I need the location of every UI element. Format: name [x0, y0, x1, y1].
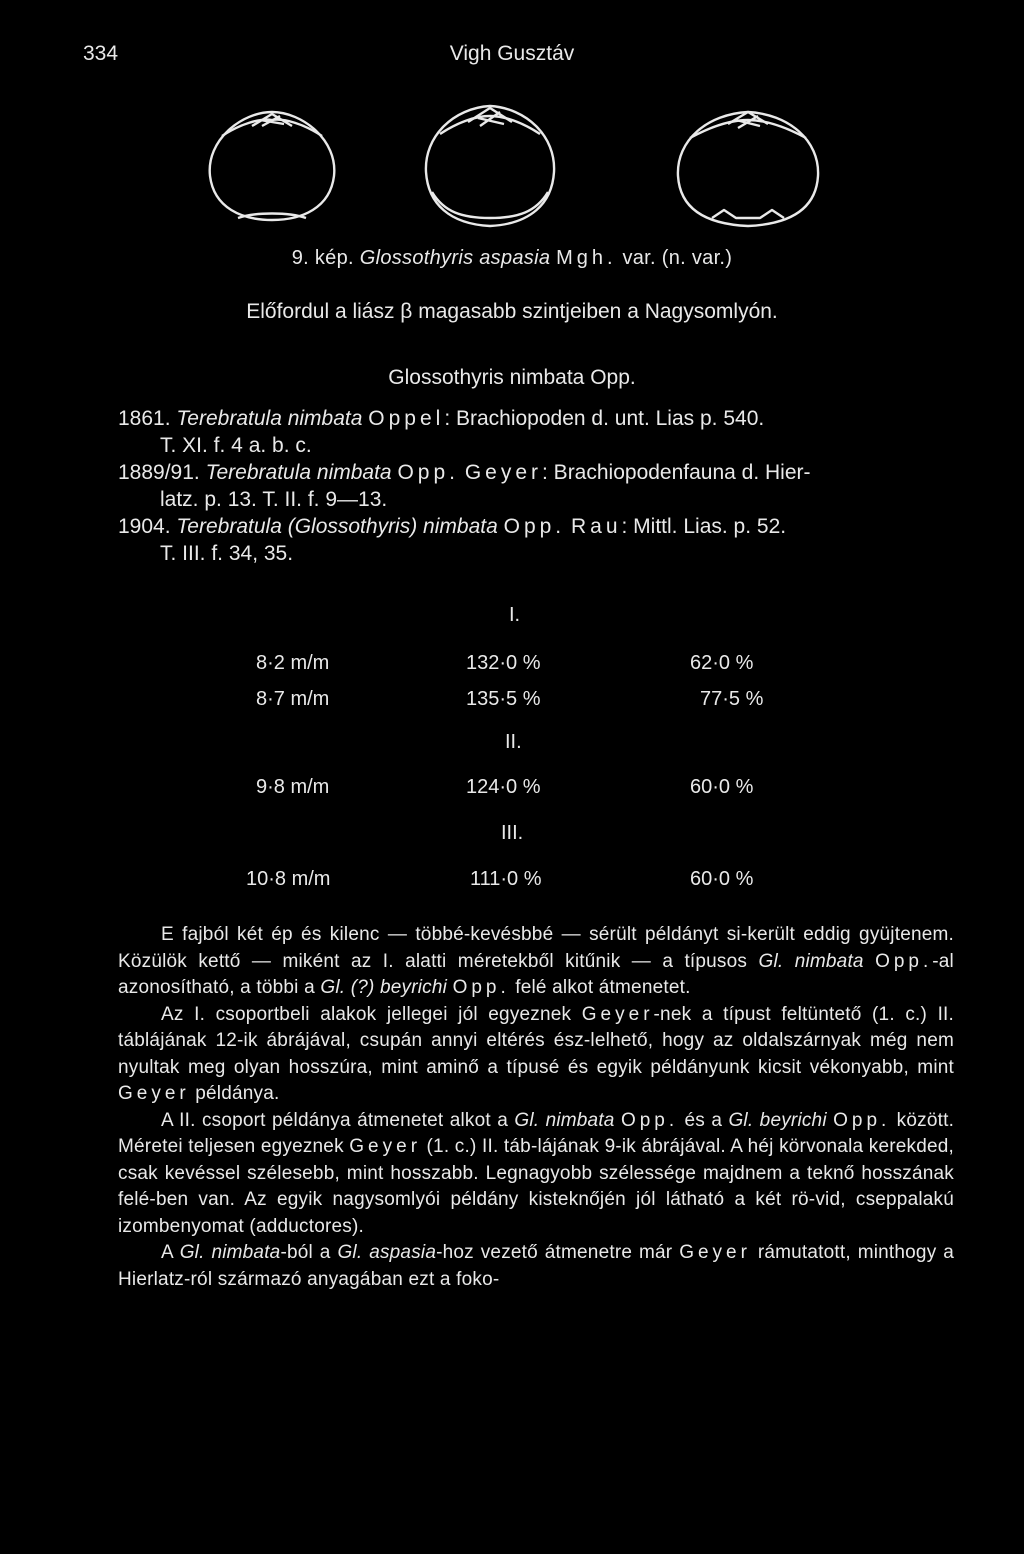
measurement-ratio: 62·0 % [690, 652, 754, 674]
synonymy-entry-2 [118, 459, 958, 486]
caption-prefix: 9. kép. [291, 247, 354, 269]
text-run: rámutatott, minthogy a Hierlatz-ról származó anyagában ezt a foko- [118, 1242, 955, 1290]
text-run: -hoz vezető átmenetre már [436, 1242, 673, 1263]
shell-outline-2 [426, 106, 554, 226]
entry-author: Opp. [397, 461, 459, 484]
shell-outline-1 [210, 112, 335, 220]
text-run: -al azonosítható, a többi a [118, 950, 954, 998]
measurement-group-label: I. [509, 604, 521, 626]
synonymy-entry-2-cont: latz. p. 13. T. II. f. 9—13. [160, 488, 388, 511]
text-run: felé alkot átmenetet. [515, 977, 691, 998]
taxon-name: Gl. nimbata [179, 1242, 281, 1263]
entry-author: Rau [570, 515, 622, 538]
paragraph-2 [118, 1002, 954, 1108]
author-name: Opp. [875, 950, 933, 972]
text-run: -ból a [280, 1242, 331, 1263]
caption-species: Glossothyris aspasia [359, 247, 551, 269]
text-run: A [161, 1242, 173, 1263]
entry-taxon: Terebratula nimbata [176, 407, 363, 430]
shell-outline-3 [678, 112, 818, 226]
author-name: Geyer [581, 1003, 654, 1025]
entry-taxon: Terebratula nimbata [205, 461, 392, 484]
author-name: Geyer [118, 1083, 190, 1104]
figure-9 [200, 100, 840, 240]
measurement-group-label: II. [505, 731, 522, 753]
text-run: között. Méretei teljesen egyeznek [118, 1109, 955, 1157]
author-name: Geyer [679, 1242, 751, 1263]
measurement-ratio: 132·0 % [466, 652, 541, 674]
measurement-ratio: 124·0 % [466, 776, 541, 798]
caption-suffix: var. (n. var.) [622, 247, 733, 269]
entry-reference: : Brachiopodenfauna d. Hier- [542, 461, 811, 484]
running-title: Vigh Gusztáv [449, 42, 575, 65]
author-name: Opp. [452, 977, 510, 998]
text-run: E fajból két ép és kilenc — többé-kevésbbé — sérült példányt si-került eddig gyüjtenem. Közülök kettő — miként az I. alatti méretekből kitűnik — a típusos [118, 924, 954, 972]
body-text [118, 922, 954, 1293]
text-run: (1. c.) II. táb-lájának 9-ik ábrájával. A héj körvonala kerekded, csak kevéssel szélesebb, mint hosszabb. Legnagyobb szélessége majdnem a teknő hosszának felé-ben van. Az egyik nagysomlyói példány kisteknőjén jól látható a két rö-vid, cseppalakú izombenyomat (adductores). [118, 1136, 954, 1237]
text-run: és a [684, 1109, 723, 1131]
entry-year: 1889/91. [118, 461, 200, 484]
entry-author: Geyer [464, 461, 543, 484]
measurement-length: 9·8 m/m [256, 776, 330, 798]
paragraph-1 [118, 922, 954, 1002]
synonymy-entry-3 [118, 513, 958, 540]
caption-author: Mgh. [556, 247, 617, 269]
synonymy-entry-1 [118, 405, 958, 432]
entry-author: Oppel [368, 407, 445, 430]
synonymy-entry-1-cont: T. XI. f. 4 a. b. c. [160, 434, 312, 457]
measurement-group-label: III. [501, 822, 524, 844]
measurement-ratio: 135·5 % [466, 688, 541, 710]
synonymy-entry-3-cont: T. III. f. 34, 35. [160, 542, 294, 565]
entry-year: 1904. [118, 515, 171, 538]
fossil-outlines [200, 100, 840, 240]
figure-caption [0, 247, 1024, 270]
paragraph-3 [118, 1108, 954, 1241]
text-run: A II. csoport példánya átmenetet alkot a [161, 1109, 508, 1131]
text-run: -nek a típust feltüntető (1. c.) II. táblájának 12-ik ábrájával, csupán annyi eltérés ész-lelhető, hogy az oldalszárnyak még nem nyultak meg olyan hosszúra, mint aminő a típusé és egyik példányunk kicsit vékonyabb, mint [118, 1003, 955, 1078]
entry-author: Opp. [503, 515, 566, 538]
author-name: Geyer [349, 1136, 422, 1157]
author-name: Opp. [620, 1109, 679, 1131]
text-run: Az I. csoportbeli alakok jellegei jól egyeznek [161, 1003, 572, 1025]
taxon-name: Gl. nimbata [758, 950, 864, 972]
entry-year: 1861. [118, 407, 171, 430]
taxon-name: Gl. beyrichi [728, 1109, 827, 1131]
page-number: 334 [83, 42, 119, 65]
paragraph-4 [118, 1240, 954, 1293]
occurrence-note: Előfordul a liász β magasabb szintjeiben a Nagysomlyón. [246, 300, 778, 323]
measurement-ratio: 60·0 % [690, 776, 754, 798]
synonymy-list [118, 405, 958, 567]
measurement-ratio: 60·0 % [690, 868, 754, 890]
text-run: példánya. [195, 1083, 280, 1104]
taxon-name: Gl. aspasia [337, 1242, 437, 1263]
entry-taxon: Terebratula (Glossothyris) nimbata [176, 515, 498, 538]
measurement-ratio: 111·0 % [470, 868, 542, 890]
taxon-name: Gl. nimbata [514, 1109, 615, 1131]
measurement-length: 8·7 m/m [256, 688, 330, 710]
page-header [0, 42, 1024, 76]
author-name: Opp. [833, 1109, 891, 1131]
entry-reference: : Mittl. Lias. p. 52. [621, 515, 787, 538]
taxon-name: Gl. (?) beyrichi [320, 977, 448, 998]
measurement-length: 8·2 m/m [256, 652, 330, 674]
measurement-ratio: 77·5 % [700, 688, 764, 710]
species-heading: Glossothyris nimbata Opp. [388, 366, 636, 389]
measurement-length: 10·8 m/m [246, 868, 331, 890]
entry-reference: : Brachiopoden d. unt. Lias p. 540. [444, 407, 765, 430]
